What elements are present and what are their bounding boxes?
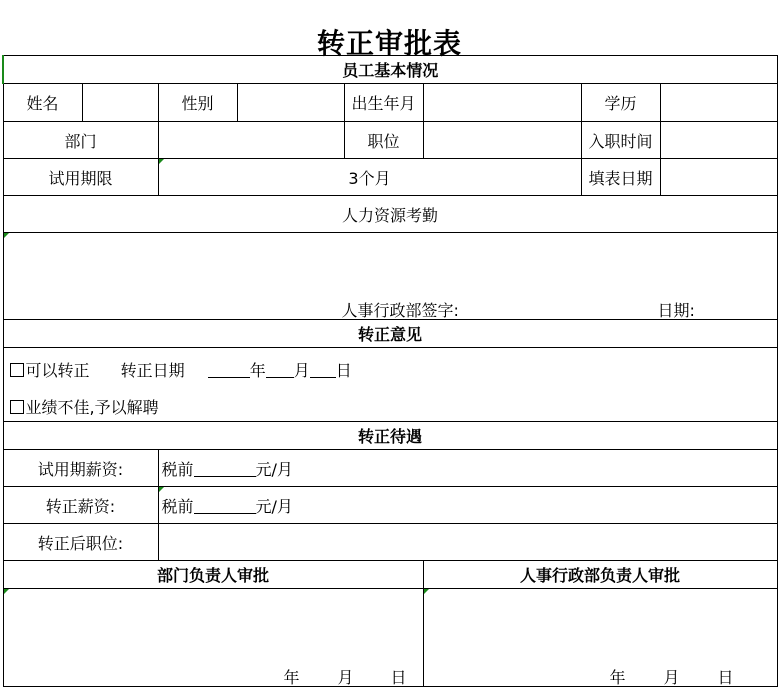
hr-head-approval-header: 人事行政部负责人审批 bbox=[423, 561, 777, 589]
dept-head-approval-header: 部门负责人审批 bbox=[3, 561, 423, 589]
dismiss-checkbox[interactable] bbox=[10, 400, 24, 414]
form-title: 转正审批表 bbox=[316, 27, 462, 60]
department-label: 部门 bbox=[3, 122, 158, 159]
department-cell[interactable] bbox=[158, 122, 344, 159]
education-cell[interactable] bbox=[660, 84, 777, 122]
unit-label: 元/月 bbox=[255, 459, 293, 479]
section-treatment-header: 转正待遇 bbox=[3, 422, 777, 450]
month-blank[interactable] bbox=[266, 363, 294, 378]
gender-cell[interactable] bbox=[237, 84, 344, 122]
hr-date-label: 日期: bbox=[657, 301, 695, 320]
after-position-cell[interactable] bbox=[158, 524, 777, 561]
probation-salary-cell[interactable] bbox=[158, 450, 777, 487]
option-approve-row bbox=[4, 358, 352, 381]
after-position-label: 转正后职位: bbox=[3, 524, 158, 561]
regular-date-label: 转正日期 bbox=[120, 361, 185, 380]
hr-day-label: 日 bbox=[717, 668, 734, 687]
dept-day-label: 日 bbox=[390, 668, 407, 687]
birth-cell[interactable] bbox=[423, 84, 581, 122]
probation-period-value[interactable]: 3个月 bbox=[158, 159, 581, 196]
birth-label: 出生年月 bbox=[344, 84, 423, 122]
section-basic-header: 员工基本情况 bbox=[3, 56, 777, 84]
day-blank[interactable] bbox=[310, 363, 336, 378]
unit-label: 元/月 bbox=[255, 496, 293, 516]
fill-date-label: 填表日期 bbox=[581, 159, 660, 196]
position-cell[interactable] bbox=[423, 122, 581, 159]
education-label: 学历 bbox=[581, 84, 660, 122]
hire-date-cell[interactable] bbox=[660, 122, 777, 159]
regular-salary-blank[interactable] bbox=[194, 499, 256, 514]
year-blank[interactable] bbox=[208, 363, 250, 378]
hire-date-label: 入职时间 bbox=[581, 122, 660, 159]
dept-month-label: 月 bbox=[337, 668, 354, 687]
probation-period-label: 试用期限 bbox=[3, 159, 158, 196]
day-label: 日 bbox=[335, 361, 352, 380]
dismiss-label: 业绩不佳,予以解聘 bbox=[25, 398, 159, 417]
approve-checkbox[interactable] bbox=[10, 363, 24, 377]
regular-salary-label: 转正薪资: bbox=[3, 487, 158, 524]
pre-tax-label: 税前 bbox=[161, 496, 194, 516]
dept-head-approval-area[interactable] bbox=[3, 589, 423, 687]
name-label: 姓名 bbox=[3, 84, 82, 122]
approve-label: 可以转正 bbox=[25, 361, 90, 380]
fill-date-cell[interactable] bbox=[660, 159, 777, 196]
regular-salary-cell[interactable] bbox=[158, 487, 777, 524]
hr-sign-label: 人事行政部签字: bbox=[341, 301, 459, 320]
probation-salary-label: 试用期薪资: bbox=[3, 450, 158, 487]
dept-year-label: 年 bbox=[283, 668, 300, 687]
hr-year-label: 年 bbox=[609, 668, 626, 687]
hr-month-label: 月 bbox=[663, 668, 680, 687]
section-hr-header: 人力资源考勤 bbox=[3, 196, 777, 233]
hr-head-approval-area[interactable] bbox=[423, 589, 777, 687]
position-label: 职位 bbox=[344, 122, 423, 159]
opinion-area bbox=[3, 348, 777, 422]
name-cell[interactable] bbox=[82, 84, 158, 122]
probation-salary-blank[interactable] bbox=[194, 462, 256, 477]
gender-label: 性别 bbox=[158, 84, 237, 122]
option-dismiss-row bbox=[4, 395, 159, 418]
month-label: 月 bbox=[293, 361, 310, 380]
section-opinion-header: 转正意见 bbox=[3, 320, 777, 348]
year-label: 年 bbox=[249, 361, 266, 380]
hr-attendance-area[interactable] bbox=[3, 233, 777, 320]
pre-tax-label: 税前 bbox=[161, 459, 194, 479]
approval-form-table bbox=[2, 55, 778, 687]
